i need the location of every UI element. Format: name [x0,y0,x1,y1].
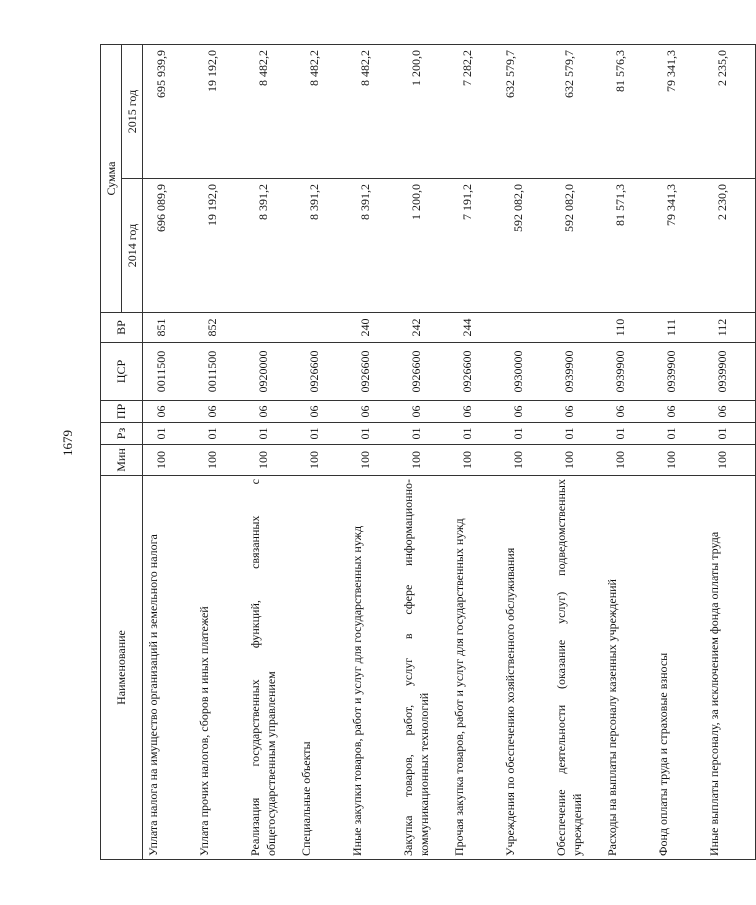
cell-pr: 06 [398,401,449,423]
cell-vr: 851 [143,313,195,343]
cell-csr: 0011500 [143,343,195,401]
budget-table [100,44,756,860]
cell-rz: 01 [500,423,551,445]
cell-name: Фонд оплаты труда и страховые взносы [653,476,704,860]
cell-vr [500,313,551,343]
cell-vr [245,313,296,343]
cell-vr: 240 [347,313,398,343]
cell-name: Прочая закупка товаров, работ и услуг для государственных нужд [449,476,500,860]
cell-2015: 1 200,0 [398,44,449,178]
cell-min: 100 [602,445,653,476]
cell-rz: 01 [551,423,602,445]
cell-2014: 7 191,2 [449,179,500,313]
cell-2015: 19 192,0 [194,44,245,178]
header-csr: ЦСР [101,343,143,401]
cell-csr: 0920000 [245,343,296,401]
cell-name: Иные выплаты персоналу, за исключением фонда оплаты труда [704,476,756,860]
cell-min: 100 [551,445,602,476]
cell-2014: 19 192,0 [194,179,245,313]
cell-rz: 01 [143,423,195,445]
cell-2015: 632 579,7 [500,44,551,178]
table-row [500,44,551,859]
cell-2015: 8 482,2 [245,44,296,178]
cell-vr [551,313,602,343]
table-row [449,44,500,859]
table-row [245,44,296,859]
cell-rz: 01 [602,423,653,445]
cell-name: Обеспечение деятельности (оказание услуг) подведомственных учреждений [551,476,602,860]
table-row [143,44,195,859]
table-row [653,44,704,859]
cell-2014: 592 082,0 [500,179,551,313]
cell-pr: 06 [347,401,398,423]
header-year-2014: 2014 год [122,179,143,313]
cell-name: Закупка товаров, работ, услуг в сфере информационно-коммуникационных технологий [398,476,449,860]
header-year-2015: 2015 год [122,44,143,178]
cell-min: 100 [653,445,704,476]
rotated-table-container [100,45,729,860]
cell-min: 100 [500,445,551,476]
cell-pr: 06 [143,401,195,423]
cell-2014: 79 341,3 [653,179,704,313]
cell-vr: 852 [194,313,245,343]
header-vr: ВР [101,313,143,343]
cell-pr: 06 [704,401,756,423]
cell-2014: 81 571,3 [602,179,653,313]
table-row [194,44,245,859]
cell-min: 100 [245,445,296,476]
cell-pr: 06 [602,401,653,423]
table-row [602,44,653,859]
cell-vr: 112 [704,313,756,343]
cell-min: 100 [398,445,449,476]
cell-pr: 06 [551,401,602,423]
cell-2014: 592 082,0 [551,179,602,313]
cell-rz: 01 [194,423,245,445]
table-header [101,44,143,859]
cell-2015: 632 579,7 [551,44,602,178]
cell-rz: 01 [245,423,296,445]
cell-rz: 01 [653,423,704,445]
table-row [551,44,602,859]
cell-2015: 695 939,9 [143,44,195,178]
cell-pr: 06 [296,401,347,423]
cell-min: 100 [347,445,398,476]
cell-csr: 0926600 [449,343,500,401]
cell-vr [296,313,347,343]
cell-2014: 2 230,0 [704,179,756,313]
header-sum: Сумма [101,44,122,312]
cell-name: Иные закупки товаров, работ и услуг для государственных нужд [347,476,398,860]
cell-2014: 696 089,9 [143,179,195,313]
table-row [347,44,398,859]
cell-2014: 1 200,0 [398,179,449,313]
cell-2014: 8 391,2 [245,179,296,313]
cell-2014: 8 391,2 [347,179,398,313]
cell-rz: 01 [347,423,398,445]
cell-min: 100 [143,445,195,476]
cell-csr: 0939900 [704,343,756,401]
cell-rz: 01 [296,423,347,445]
cell-min: 100 [296,445,347,476]
header-min: Мин [101,445,143,476]
cell-2015: 79 341,3 [653,44,704,178]
table-body [143,44,756,859]
cell-2015: 7 282,2 [449,44,500,178]
cell-2015: 2 235,0 [704,44,756,178]
table-row [704,44,756,859]
cell-name: Уплата прочих налогов, сборов и иных платежей [194,476,245,860]
cell-rz: 01 [398,423,449,445]
cell-vr: 242 [398,313,449,343]
cell-csr: 0939900 [653,343,704,401]
cell-pr: 06 [500,401,551,423]
cell-name: Реализация государственных функций, связанных с общегосударственным управлением [245,476,296,860]
cell-csr: 0939900 [602,343,653,401]
cell-csr: 0939900 [551,343,602,401]
cell-name: Расходы на выплаты персоналу казенных учреждений [602,476,653,860]
table-row [398,44,449,859]
cell-pr: 06 [245,401,296,423]
cell-name: Учреждения по обеспечению хозяйственного обслуживания [500,476,551,860]
cell-name: Уплата налога на имущество организаций и земельного налога [143,476,195,860]
cell-2015: 81 576,3 [602,44,653,178]
cell-2014: 8 391,2 [296,179,347,313]
cell-2015: 8 482,2 [296,44,347,178]
cell-2015: 8 482,2 [347,44,398,178]
cell-pr: 06 [653,401,704,423]
cell-min: 100 [194,445,245,476]
cell-vr: 244 [449,313,500,343]
cell-vr: 110 [602,313,653,343]
cell-min: 100 [704,445,756,476]
header-rz: Рз [101,423,143,445]
table-row [296,44,347,859]
cell-rz: 01 [449,423,500,445]
cell-csr: 0926600 [398,343,449,401]
cell-pr: 06 [449,401,500,423]
header-name: Наименование [101,476,143,860]
cell-rz: 01 [704,423,756,445]
header-pr: ПР [101,401,143,423]
cell-min: 100 [449,445,500,476]
cell-csr: 0011500 [194,343,245,401]
cell-csr: 0930000 [500,343,551,401]
cell-vr: 111 [653,313,704,343]
cell-csr: 0926600 [296,343,347,401]
cell-pr: 06 [194,401,245,423]
cell-csr: 0926600 [347,343,398,401]
page-number: 1679 [60,430,75,456]
cell-name: Специальные объекты [296,476,347,860]
